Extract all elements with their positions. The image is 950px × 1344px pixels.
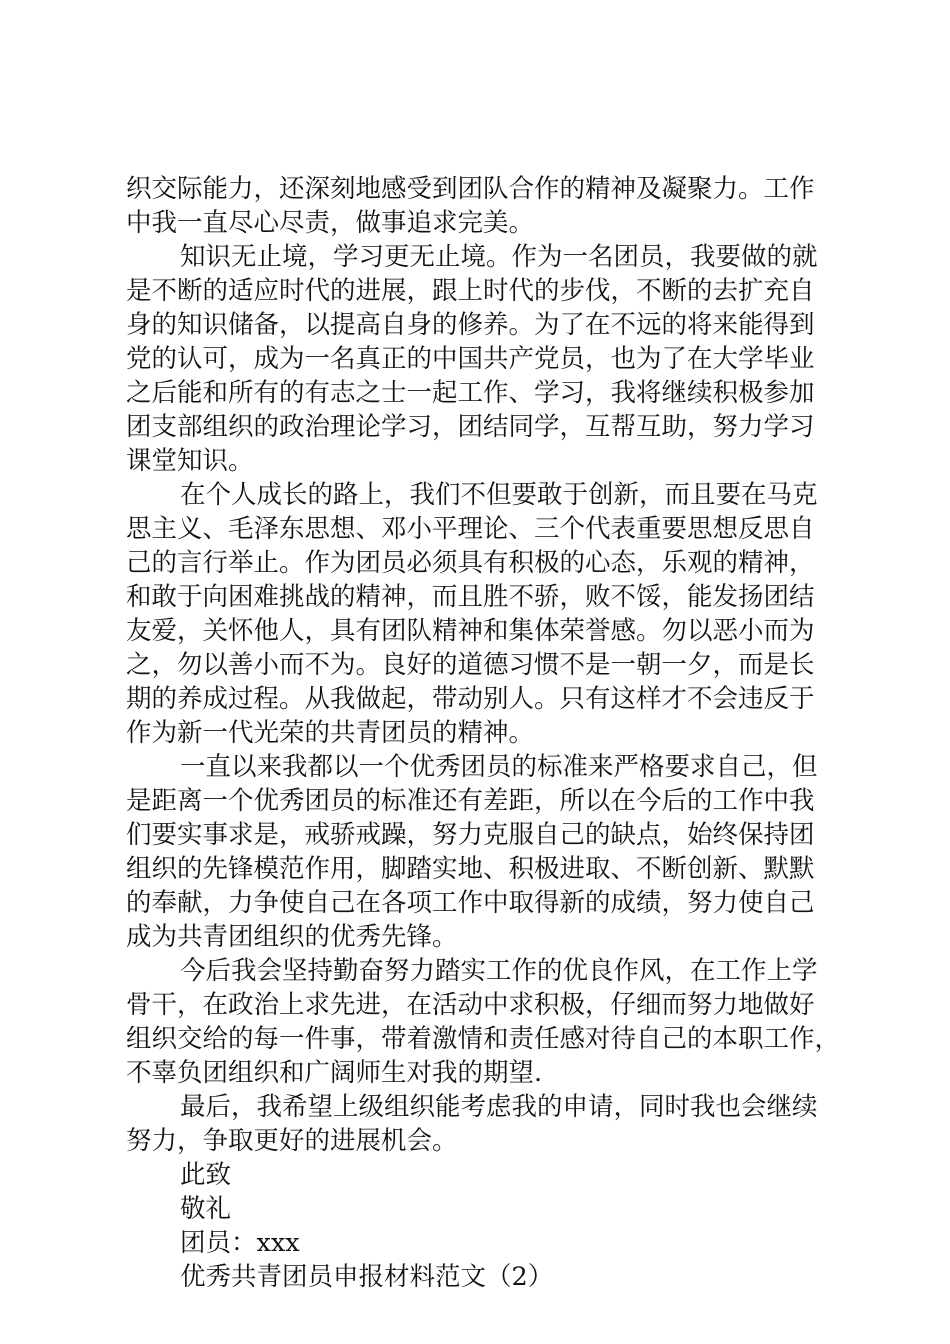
text-line: 和敢于向困难挑战的精神，而且胜不骄，败不馁，能发扬团结 xyxy=(126,582,815,612)
text-line: 作为新一代光荣的共青团员的精神。 xyxy=(126,718,535,748)
text-line: 在个人成长的路上，我们不但要敢于创新，而且要在马克 xyxy=(180,480,818,510)
text-line: 努力，争取更好的进展机会。 xyxy=(126,1126,458,1156)
text-line: 今后我会坚持勤奋努力踏实工作的优良作风，在工作上学 xyxy=(180,956,818,986)
text-line: 此致 xyxy=(180,1160,232,1190)
text-line: 身的知识储备，以提高自身的修养。为了在不远的将来能得到 xyxy=(126,310,815,340)
text-line: 团支部组织的政治理论学习，团结同学，互帮互助，努力学习 xyxy=(126,412,815,442)
text-line: 的奉献，力争使自己在各项工作中取得新的成绩，努力使自己 xyxy=(126,888,815,918)
text-line: 组织交给的每一件事，带着激情和责任感对待自己的本职工作， xyxy=(126,1024,841,1054)
text-line: 团员：xxx xyxy=(180,1228,300,1258)
text-line: 是距离一个优秀团员的标准还有差距，所以在今后的工作中我 xyxy=(126,786,815,816)
text-line: 敬礼 xyxy=(180,1194,232,1224)
text-line: 织交际能力，还深刻地感受到团队合作的精神及凝聚力。工作 xyxy=(126,174,815,204)
text-line: 们要实事求是，戒骄戒躁，努力克服自己的缺点，始终保持团 xyxy=(126,820,815,850)
text-line: 中我一直尽心尽责，做事追求完美。 xyxy=(126,208,535,238)
text-line: 之后能和所有的有志之士一起工作、学习，我将继续积极参加 xyxy=(126,378,815,408)
text-line: 是不断的适应时代的进展，跟上时代的步伐，不断的去扩充自 xyxy=(126,276,815,306)
text-line: 优秀共青团员申报材料范文（2） xyxy=(180,1262,554,1292)
text-line: 知识无止境，学习更无止境。作为一名团员，我要做的就 xyxy=(180,242,818,272)
text-line: 之，勿以善小而不为。良好的道德习惯不是一朝一夕，而是长 xyxy=(126,650,815,680)
text-line: 课堂知识。 xyxy=(126,446,254,476)
text-line: 己的言行举止。作为团员必须具有积极的心态，乐观的精神， xyxy=(126,548,815,578)
text-line: 成为共青团组织的优秀先锋。 xyxy=(126,922,458,952)
text-line: 组织的先锋模范作用，脚踏实地、积极进取、不断创新、默默 xyxy=(126,854,815,884)
document-body xyxy=(126,172,842,1294)
text-line: 最后，我希望上级组织能考虑我的申请，同时我也会继续 xyxy=(180,1092,818,1122)
text-line: 骨干，在政治上求先进，在活动中求积极，仔细而努力地做好 xyxy=(126,990,815,1020)
text-line: 友爱，关怀他人，具有团队精神和集体荣誉感。勿以恶小而为 xyxy=(126,616,815,646)
text-line: 思主义、毛泽东思想、邓小平理论、三个代表重要思想反思自 xyxy=(126,514,815,544)
text-line: 党的认可，成为一名真正的中国共产党员，也为了在大学毕业 xyxy=(126,344,815,374)
text-line: 期的养成过程。从我做起，带动别人。只有这样才不会违反于 xyxy=(126,684,815,714)
text-line: 一直以来我都以一个优秀团员的标准来严格要求自己，但 xyxy=(180,752,818,782)
text-line: 不辜负团组织和广阔师生对我的期望. xyxy=(126,1058,543,1088)
